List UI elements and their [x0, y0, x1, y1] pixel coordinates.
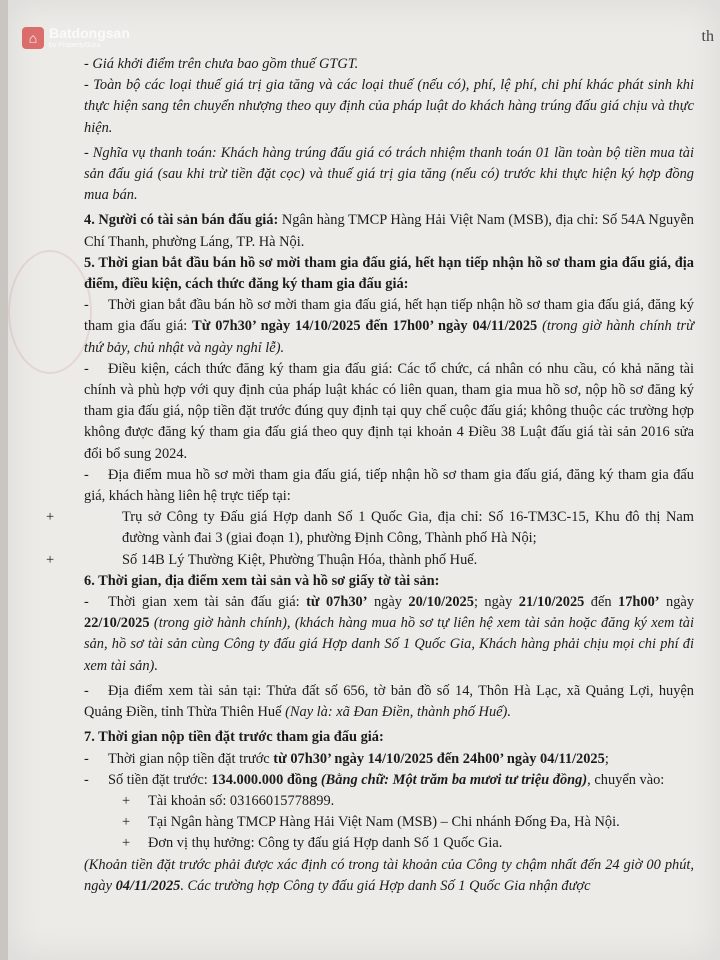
intro-line-2: - Toàn bộ các loại thuế giá trị gia tăng và các loại thuế (nếu có), phí, lệ phí, chi phí khác phát sinh khi thực hiện sang tên chuyển nhượng theo quy định của pháp luật do khách hàng trúng đấu giá chịu và thực hiện. — [84, 77, 694, 136]
section-4-heading: 4. Người có tài sản bán đấu giá: — [84, 212, 279, 229]
section-5-para-3: - Địa điểm mua hồ sơ mời tham gia đấu giá, tiếp nhận hồ sơ tham gia đấu giá, đăng ký tham gia đấu giá, khách hàng liên hệ trực tiếp tại: — [84, 466, 694, 505]
section-7-para-2: - Số tiền đặt trước: 134.000.000 đồng (Bằng chữ: Một trăm ba mươi tư triệu đồng), chuyển vào: — [84, 771, 665, 788]
document-body — [46, 54, 694, 897]
section-6-heading: 6. Thời gian, địa điểm xem tài sản và hồ sơ giấy tờ tài sản: — [84, 572, 440, 589]
edge-text: th — [701, 28, 714, 45]
section-6-para-1: - Thời gian xem tài sản đấu giá: từ 07h30’ ngày 20/10/2025; ngày 21/10/2025 đến 17h00’ ngày 22/10/2025 (trong giờ hành chính), (khách hàng mua hồ sơ tự liên hệ xem tài sản hoặc đăng ký xem tài sản, hồ sơ tài sản cùng Công ty đấu giá Hợp danh Số 1 Quốc Gia, Khách hàng phải chịu mọi chi phí đi xem tài sản). — [84, 594, 694, 674]
bank-name: + Tại Ngân hàng TMCP Hàng Hải Việt Nam (MSB) – Chi nhánh Đống Đa, Hà Nội. — [122, 814, 620, 831]
watermark-brand: Batdongsan — [49, 25, 130, 41]
intro-line-1: - Giá khởi điểm trên chưa bao gồm thuế GTGT. — [84, 56, 359, 72]
bid-registration-period: Từ 07h30’ ngày 14/10/2025 đến 17h00’ ngày 04/11/2025 — [192, 318, 538, 335]
section-5-heading: 5. Thời gian bắt đầu bán hồ sơ mời tham gia đấu giá, hết hạn tiếp nhận hồ sơ tham gia đấu giá, địa điểm, điều kiện, cách thức đăng ký tham gia đấu giá: — [84, 254, 694, 293]
deposit-note: (Khoản tiền đặt trước phải được xác định có trong tài khoản của Công ty chậm nhất đến 24 giờ 00 phút, ngày 04/11/2025. Các trường hợp Công ty đấu giá Hợp danh Số 1 Quốc Gia nhận được — [84, 856, 694, 894]
address-2: + Số 14B Lý Thường Kiệt, Phường Thuận Hóa, thành phố Huế. — [46, 551, 478, 568]
section-7-para-1: - Thời gian nộp tiền đặt trước từ 07h30’ ngày 14/10/2025 đến 24h00’ ngày 04/11/2025; — [84, 750, 609, 767]
watermark-logo — [22, 26, 130, 49]
faded-stamp — [8, 250, 92, 374]
section-5-para-1: - Thời gian bắt đầu bán hồ sơ mời tham gia đấu giá, hết hạn tiếp nhận hồ sơ tham gia đấu giá, đăng ký tham gia đấu giá: Từ 07h30’ ngày 14/10/2025 đến 17h00’ ngày 04/11/2025 (trong giờ hành chính trừ thứ bảy, chủ nhật và ngày nghỉ lễ). — [84, 297, 694, 356]
section-4 — [84, 210, 694, 252]
bank-account: + Tài khoản số: 03166015778899. — [122, 792, 335, 809]
address-1: + Trụ sở Công ty Đấu giá Hợp danh Số 1 Quốc Gia, địa chỉ: Số 16-TM3C-15, Khu đô thị Nam đường vành đai 3 (giai đoạn 1), phường Định Công, Thành phố Hà Nội; — [46, 509, 694, 547]
section-4-text: Ngân hàng TMCP Hàng Hải Việt Nam (MSB), địa chỉ: Số 54A Nguyễn Chí Thanh, phường Láng, TP. Hà Nội. — [84, 212, 694, 250]
intro-line-3: - Nghĩa vụ thanh toán: Khách hàng trúng đấu giá có trách nhiệm thanh toán 01 lần toàn bộ tiền mua tài sản đấu giá (sau khi trừ tiền đặt cọc) và thuế giá trị gia tăng (nếu có) trước khi thực hiện ký hợp đồng mua bán. — [84, 144, 694, 204]
section-7-heading: 7. Thời gian nộp tiền đặt trước tham gia đấu giá: — [84, 729, 384, 746]
beneficiary: + Đơn vị thụ hưởng: Công ty đấu giá Hợp danh Số 1 Quốc Gia. — [122, 835, 503, 852]
document-page — [8, 0, 720, 960]
deposit-amount: 134.000.000 đồng — [211, 771, 318, 788]
section-5-para-2: - Điều kiện, cách thức đăng ký tham gia đấu giá: Các tổ chức, cá nhân có nhu cầu, có khả năng tài chính và phù hợp với quy định của pháp luật khác có liên quan, tham gia mua hồ sơ, nộp hồ sơ đăng ký tham gia đấu giá, nộp tiền đặt trước đúng quy định tại quy chế cuộc đấu giá; không thuộc các trường hợp không được đăng ký tham gia đấu giá theo quy định tại khoản 4 Điều 38 Luật đấu giá tài sản 2016 sửa đổi bổ sung 2024. — [84, 360, 694, 462]
house-icon: ⌂ — [22, 27, 44, 49]
section-6-para-2: - Địa điểm xem tài sản tại: Thửa đất số 656, tờ bản đồ số 14, Thôn Hà Lạc, xã Quảng Lợi, huyện Quảng Điền, tỉnh Thừa Thiên Huế (Nay là: xã Đan Điền, thành phố Huế). — [84, 682, 694, 721]
deposit-period: từ 07h30’ ngày 14/10/2025 đến 24h00’ ngày 04/11/2025 — [273, 750, 605, 767]
watermark-tagline: by PropertyGuru — [49, 42, 101, 49]
